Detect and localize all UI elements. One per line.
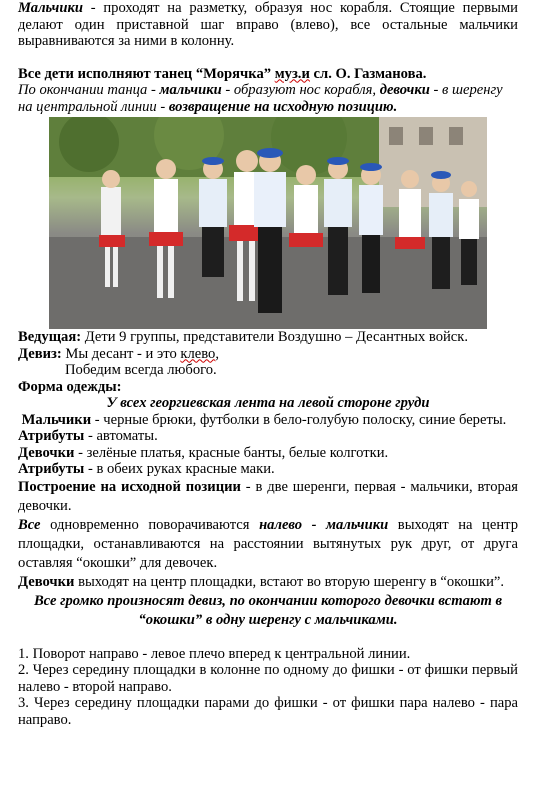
turn-paragraph (18, 516, 518, 573)
motto-text-c: , (215, 345, 220, 362)
motto-text-b: клево (180, 345, 216, 362)
dance-heading-text: Все дети исполняют танец “Морячка” (18, 65, 275, 82)
spacer (18, 630, 518, 646)
motto-line-2: Победим всегда любого. (65, 362, 217, 378)
dance-photo (49, 117, 487, 329)
girls-attributes (18, 461, 518, 478)
presenter-label: Ведущая: (18, 329, 82, 345)
presenter-text: Дети 9 группы, представители Воздушно – Десантных войск. (81, 329, 469, 345)
ribbon-line: У всех георгиевская лента на левой стороне груди (106, 395, 430, 411)
formation-label: Построение на исходной позиции (18, 478, 241, 495)
spacer (18, 50, 518, 66)
girls-uniform-text: - зелёные платья, красные банты, белые колготки. (74, 444, 389, 461)
dance-text-girls: девочки (379, 82, 430, 98)
boys-attributes (18, 428, 518, 445)
dance-instructions (18, 82, 518, 115)
boys-intro-text: - проходят на разметку, образуя нос корабля. Стоящие первыми делают один приставной шаг вправо (влево), все остальные мальчики выравниваются за ними в колонну. (18, 0, 518, 49)
girls-move-text: выходят на центр площадки, встают во вторую шеренгу в “окошки”. (74, 573, 505, 590)
presenter-line (18, 329, 518, 346)
boys-uniform-text: - черные брюки, футболки в бело-голубую полоску, синие береты. (91, 411, 507, 428)
formation-paragraph (18, 478, 518, 516)
dance-heading (18, 66, 518, 83)
uniform-heading: Форма одежды: (18, 378, 122, 395)
girls-uniform (18, 445, 518, 462)
motto-line-1 (18, 346, 518, 363)
boys-uniform (18, 412, 518, 429)
girls-attributes-label: Атрибуты (18, 461, 85, 477)
dance-text-5: - в шеренгу на центральной линии - (18, 82, 503, 115)
girls-attributes-text: - в обеих руках красные маки. (84, 461, 275, 477)
boys-attributes-text: - автоматы. (84, 428, 158, 444)
step-2: 2. Через середину площадки в колонне по одному до фишки - от фишки первый налево - второй направо. (18, 662, 518, 695)
boys-label: Мальчики (18, 0, 83, 16)
turn-left-boys: налево - мальчики (259, 516, 389, 533)
formation-text: - в две шеренги, первая - мальчики, вторая девочки. (18, 478, 518, 514)
photo-children-dancing-icon (49, 117, 487, 329)
turn-all: Все (18, 516, 41, 533)
girls-uniform-label: Девочки (18, 444, 75, 461)
step-3: 3. Через середину площадки парами до фишки - от фишки пара налево - пара направо. (18, 695, 518, 728)
boys-uniform-label: Мальчики (21, 411, 92, 428)
turn-text-2: одновременно поворачиваются (40, 516, 260, 533)
step-1: 1. Поворот направо - левое плечо вперед к центральной линии. (18, 645, 411, 662)
motto-label: Девиз: (18, 345, 62, 362)
boys-attributes-label: Атрибуты (18, 428, 85, 444)
girls-move-paragraph (18, 573, 518, 592)
dance-heading-muz: муз.и (274, 65, 310, 82)
motto-text-a: Мы десант - и это (61, 345, 181, 362)
girls-move-label: Девочки (18, 573, 75, 590)
boys-intro-paragraph (18, 0, 518, 50)
dance-heading-author: сл. О. Газманова. (309, 65, 427, 82)
dance-text-boys: мальчики (159, 82, 222, 98)
dance-text-3: - образуют нос корабля, (221, 82, 380, 98)
dance-text-1: По окончании танца - (18, 82, 160, 98)
document-page (18, 0, 518, 728)
turn-text-4: выходят на центр площадки, останавливаются на расстоянии вытянутых рук друг, от друга оставляя “окошки” для девочек. (18, 516, 518, 571)
dance-text-return: возвращение на исходную позицию. (168, 98, 398, 115)
final-line: Все громко произносят девиз, по окончании которого девочки встают в “окошки” в одну шеренгу с мальчиками. (33, 592, 503, 628)
